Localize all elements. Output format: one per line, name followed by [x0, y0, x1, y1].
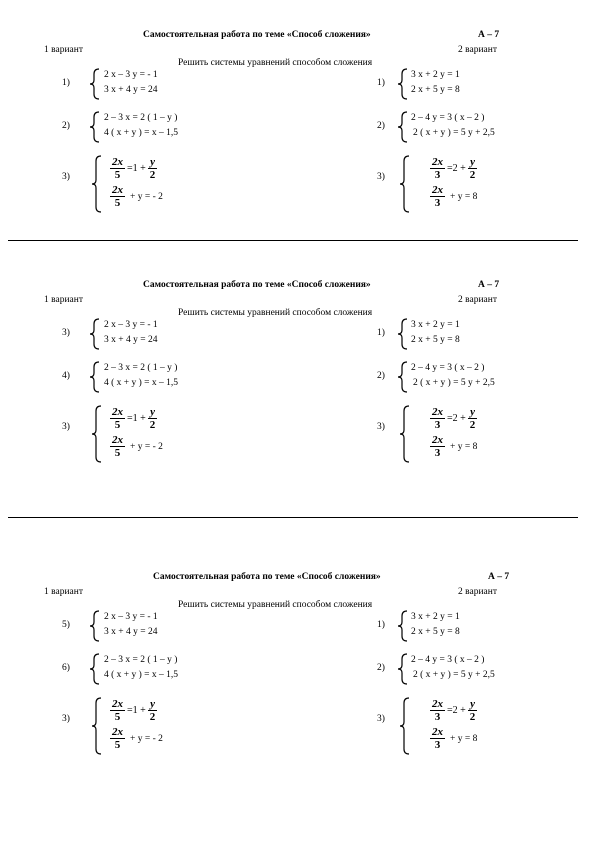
- equation-tail: + y = - 2: [130, 191, 163, 202]
- equation-2: 2 ( x + y ) = 5 y + 2,5: [413, 378, 495, 388]
- brace-icon: [399, 155, 411, 213]
- fraction-numerator: 2x: [112, 698, 123, 710]
- equation-1: 2 – 4 y = 3 ( x – 2 ): [411, 363, 485, 373]
- system-number: 3): [62, 714, 70, 724]
- brace-icon: [91, 405, 103, 463]
- fraction-numerator: 2x: [432, 184, 443, 196]
- fraction-numerator: y: [150, 698, 155, 710]
- fraction-equation-1: [428, 698, 479, 723]
- system-number: 2): [377, 371, 385, 381]
- fraction: [110, 184, 125, 209]
- variant-1-label: 1 вариант: [44, 295, 83, 305]
- fraction-denominator: 3: [434, 739, 441, 751]
- divider: [8, 240, 578, 241]
- fraction-numerator: y: [470, 156, 475, 168]
- fraction: [148, 698, 158, 723]
- instruction: Решить системы уравнений способом сложения: [178, 58, 373, 68]
- fraction-equation-2: [108, 184, 163, 209]
- fraction: [430, 726, 445, 751]
- fraction-equation-2: [428, 726, 477, 751]
- fraction-equation-1: [108, 406, 159, 431]
- equation-2: 4 ( x + y ) = x – 1,5: [104, 378, 179, 388]
- system-number: 3): [62, 422, 70, 432]
- fraction-equation-1: [428, 406, 479, 431]
- equation-tail: + y = 8: [450, 191, 478, 202]
- equation-tail: + y = - 2: [130, 733, 163, 744]
- fraction-denominator: 2: [149, 419, 156, 431]
- brace-icon: [89, 653, 101, 685]
- equation-1: 2 – 3 x = 2 ( 1 – y ): [104, 655, 178, 665]
- fraction-equation-1: [108, 156, 159, 181]
- fraction: [110, 698, 125, 723]
- fraction-numerator: y: [470, 698, 475, 710]
- system-number: 4): [62, 371, 70, 381]
- card-code: А – 7: [478, 280, 500, 290]
- fraction-numerator: y: [150, 156, 155, 168]
- brace-icon: [91, 697, 103, 755]
- fraction-equation-2: [108, 434, 163, 459]
- equation-1: 3 x + 2 y = 1: [411, 612, 460, 622]
- brace-icon: [397, 361, 409, 393]
- equation-2: 3 x + 4 y = 24: [104, 627, 158, 637]
- system-number: 1): [377, 328, 385, 338]
- equation-1: 2 x – 3 y = - 1: [104, 612, 158, 622]
- card-code: А – 7: [478, 30, 500, 40]
- instruction: Решить системы уравнений способом сложения: [178, 600, 373, 610]
- system-number: 2): [377, 121, 385, 131]
- fraction-denominator: 5: [114, 711, 121, 723]
- equation-2: 3 x + 4 y = 24: [104, 85, 158, 95]
- equation-tail: + y = - 2: [130, 441, 163, 452]
- fraction-denominator: 5: [114, 447, 121, 459]
- brace-icon: [397, 610, 409, 642]
- fraction-denominator: 2: [469, 419, 476, 431]
- fraction-denominator: 5: [114, 739, 121, 751]
- fraction: [110, 434, 125, 459]
- fraction: [110, 726, 125, 751]
- fraction: [430, 434, 445, 459]
- fraction-numerator: 2x: [432, 726, 443, 738]
- fraction-numerator: 2x: [432, 156, 443, 168]
- equation-tail: + y = 8: [450, 733, 478, 744]
- equation-1: 2 – 3 x = 2 ( 1 – y ): [104, 363, 178, 373]
- equation-2: 2 x + 5 y = 8: [411, 335, 460, 345]
- fraction-denominator: 2: [149, 711, 156, 723]
- fraction: [468, 156, 478, 181]
- equation-2: 3 x + 4 y = 24: [104, 335, 158, 345]
- equation-1: 2 – 4 y = 3 ( x – 2 ): [411, 655, 485, 665]
- system-number: 3): [377, 714, 385, 724]
- fraction-denominator: 3: [434, 711, 441, 723]
- equation-operator: =2 +: [447, 705, 466, 716]
- variant-1-label: 1 вариант: [44, 45, 83, 55]
- brace-icon: [89, 361, 101, 393]
- card-title: Самостоятельная работа по теме «Способ сложения»: [143, 280, 371, 290]
- instruction: Решить системы уравнений способом сложения: [178, 308, 373, 318]
- equation-1: 2 x – 3 y = - 1: [104, 320, 158, 330]
- equation-operator: =2 +: [447, 413, 466, 424]
- system-number: 1): [62, 78, 70, 88]
- equation-operator: =1 +: [127, 163, 146, 174]
- fraction-numerator: 2x: [112, 156, 123, 168]
- system-number: 2): [377, 663, 385, 673]
- fraction: [468, 698, 478, 723]
- fraction: [430, 184, 445, 209]
- equation-2: 2 x + 5 y = 8: [411, 85, 460, 95]
- brace-icon: [89, 610, 101, 642]
- fraction-denominator: 5: [114, 419, 121, 431]
- brace-icon: [89, 318, 101, 350]
- fraction-equation-2: [428, 434, 477, 459]
- fraction-numerator: 2x: [112, 434, 123, 446]
- system-number: 2): [62, 121, 70, 131]
- fraction: [110, 156, 125, 181]
- brace-icon: [397, 318, 409, 350]
- fraction-denominator: 5: [114, 169, 121, 181]
- fraction-denominator: 2: [149, 169, 156, 181]
- divider: [8, 517, 578, 518]
- system-number: 6): [62, 663, 70, 673]
- fraction-equation-1: [428, 156, 479, 181]
- equation-1: 2 – 3 x = 2 ( 1 – y ): [104, 113, 178, 123]
- fraction: [430, 406, 445, 431]
- fraction-numerator: 2x: [112, 406, 123, 418]
- equation-operator: =1 +: [127, 413, 146, 424]
- brace-icon: [397, 68, 409, 100]
- fraction-equation-1: [108, 698, 159, 723]
- fraction-equation-2: [108, 726, 163, 751]
- fraction-numerator: 2x: [112, 184, 123, 196]
- fraction: [430, 698, 445, 723]
- fraction-numerator: 2x: [112, 726, 123, 738]
- equation-operator: =2 +: [447, 163, 466, 174]
- fraction-denominator: 5: [114, 197, 121, 209]
- brace-icon: [91, 155, 103, 213]
- equation-2: 4 ( x + y ) = x – 1,5: [104, 128, 179, 138]
- worksheet-card: [0, 280, 595, 500]
- system-number: 1): [377, 78, 385, 88]
- worksheet-card: [0, 30, 595, 250]
- fraction-numerator: y: [470, 406, 475, 418]
- fraction-denominator: 2: [469, 711, 476, 723]
- fraction-denominator: 3: [434, 419, 441, 431]
- fraction-numerator: 2x: [432, 698, 443, 710]
- equation-2: 2 ( x + y ) = 5 y + 2,5: [413, 670, 495, 680]
- brace-icon: [399, 405, 411, 463]
- system-number: 3): [377, 172, 385, 182]
- card-title: Самостоятельная работа по теме «Способ сложения»: [143, 30, 371, 40]
- equation-2: 4 ( x + y ) = x – 1,5: [104, 670, 179, 680]
- equation-operator: =1 +: [127, 705, 146, 716]
- card-title: Самостоятельная работа по теме «Способ сложения»: [153, 572, 381, 582]
- fraction-numerator: 2x: [432, 406, 443, 418]
- variant-1-label: 1 вариант: [44, 587, 83, 597]
- system-number: 3): [62, 328, 70, 338]
- fraction: [148, 156, 158, 181]
- worksheet-card: [0, 572, 595, 792]
- fraction-denominator: 3: [434, 169, 441, 181]
- variant-2-label: 2 вариант: [458, 587, 497, 597]
- equation-1: 2 – 4 y = 3 ( x – 2 ): [411, 113, 485, 123]
- brace-icon: [397, 111, 409, 143]
- variant-2-label: 2 вариант: [458, 45, 497, 55]
- fraction-denominator: 3: [434, 447, 441, 459]
- system-number: 5): [62, 620, 70, 630]
- equation-1: 3 x + 2 y = 1: [411, 70, 460, 80]
- system-number: 1): [377, 620, 385, 630]
- fraction-numerator: y: [150, 406, 155, 418]
- equation-1: 2 x – 3 y = - 1: [104, 70, 158, 80]
- brace-icon: [399, 697, 411, 755]
- fraction: [110, 406, 125, 431]
- fraction-numerator: 2x: [432, 434, 443, 446]
- equation-tail: + y = 8: [450, 441, 478, 452]
- fraction: [148, 406, 158, 431]
- fraction-denominator: 2: [469, 169, 476, 181]
- fraction: [468, 406, 478, 431]
- fraction-equation-2: [428, 184, 477, 209]
- fraction: [430, 156, 445, 181]
- equation-1: 3 x + 2 y = 1: [411, 320, 460, 330]
- variant-2-label: 2 вариант: [458, 295, 497, 305]
- card-code: А – 7: [488, 572, 510, 582]
- system-number: 3): [62, 172, 70, 182]
- equation-2: 2 x + 5 y = 8: [411, 627, 460, 637]
- brace-icon: [397, 653, 409, 685]
- fraction-denominator: 3: [434, 197, 441, 209]
- equation-2: 2 ( x + y ) = 5 y + 2,5: [413, 128, 495, 138]
- brace-icon: [89, 111, 101, 143]
- brace-icon: [89, 68, 101, 100]
- system-number: 3): [377, 422, 385, 432]
